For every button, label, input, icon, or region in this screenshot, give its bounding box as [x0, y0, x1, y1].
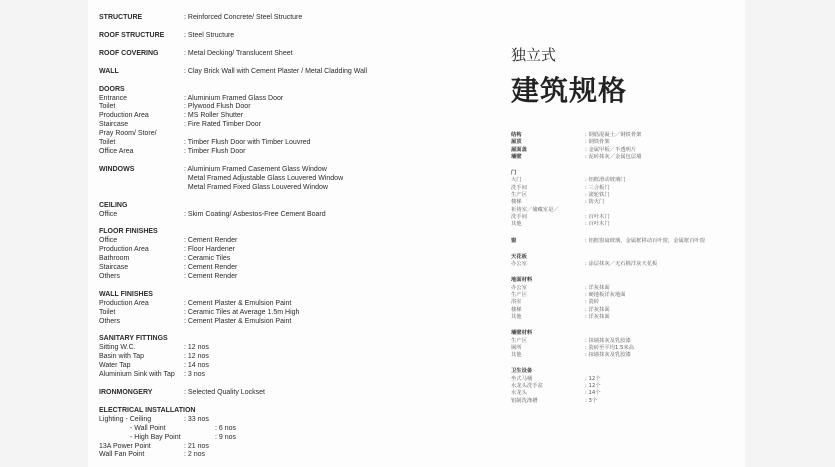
spec-row	[99, 273, 419, 282]
cn-spec-row	[511, 352, 741, 359]
spec-label: Staircase	[99, 264, 129, 272]
spec-value: : Aluminium Framed Glass Door	[184, 94, 284, 102]
cn-spec-section	[511, 238, 741, 245]
cn-spec-section	[511, 170, 741, 228]
spec-row	[99, 121, 419, 130]
cn-spec-value: : 洋灰抹面	[585, 313, 610, 320]
spec-label: Toilet	[99, 308, 116, 316]
spec-row	[99, 184, 419, 193]
spec-row	[99, 139, 419, 148]
section-heading: DOORS	[99, 85, 125, 93]
spec-row	[99, 353, 419, 362]
spec-value: Metal Framed Adjustable Glass Louvered Window	[184, 174, 344, 182]
spec-label: Wall Fan Point	[99, 451, 145, 459]
cn-spec-value: : 硬地板洋灰地面	[585, 292, 626, 299]
spec-row	[99, 264, 419, 273]
cn-section-heading: 天花板	[511, 253, 527, 260]
cn-spec-row	[511, 139, 741, 146]
spec-label: Aluminium Sink with Tap	[99, 371, 175, 379]
spec-row	[99, 112, 419, 121]
spec-value: : Timber Flush Door	[184, 147, 246, 155]
spec-value: : 12 nos	[184, 344, 209, 352]
cn-spec-label: 屋顶	[511, 139, 522, 146]
spec-row	[99, 425, 419, 434]
spec-label: Office	[99, 210, 118, 218]
cn-spec-label: 洗手间	[511, 184, 527, 191]
cn-spec-label: 屋面盖	[511, 146, 527, 153]
cn-spec-section	[511, 277, 741, 321]
spec-page	[88, 0, 745, 467]
cn-spec-label: 其他	[511, 313, 522, 320]
cn-spec-value: : 铝框窗扇玻璃，金属框移动百叶窗，金属框百叶窗	[585, 237, 706, 244]
cn-spec-row	[511, 132, 741, 139]
spec-row	[99, 211, 419, 220]
cn-spec-value: : 百叶木门	[585, 221, 610, 228]
chinese-header	[511, 44, 741, 109]
section-heading: ELECTRICAL INSTALLATION	[99, 406, 196, 414]
section-heading: STRUCTURE	[99, 14, 143, 21]
cn-spec-value: : 钢铁骨架	[585, 139, 610, 146]
cn-spec-row	[511, 285, 741, 292]
cn-spec-row	[511, 238, 741, 245]
spec-label: Lighting - Ceiling	[99, 415, 152, 423]
spec-label: - High Bay Point	[130, 433, 181, 441]
spec-row	[99, 344, 419, 353]
spec-row	[99, 451, 419, 460]
cn-spec-section	[511, 368, 741, 404]
cn-spec-label: 祈祷室／储藏室是／	[511, 206, 559, 213]
spec-value: : Cement Render	[184, 272, 238, 280]
spec-value: : 9 nos	[215, 433, 237, 441]
cn-spec-value: : 瓷砖	[585, 299, 600, 306]
cn-spec-value: : 14个	[585, 390, 601, 397]
cn-spec-label: 铝制洗涤槽	[511, 397, 538, 404]
spec-label: Sitting W.C.	[99, 344, 136, 352]
spec-row	[99, 95, 419, 104]
spec-label: Water Tap	[99, 362, 131, 370]
cn-spec-row	[511, 207, 741, 214]
spec-section	[99, 32, 419, 41]
cn-spec-row	[511, 376, 741, 383]
spec-label: Production Area	[99, 112, 149, 120]
section-heading: ROOF STRUCTURE	[99, 31, 165, 39]
spec-row	[99, 32, 419, 41]
cn-spec-value: : 涂层抹灰／无石棉洋灰天花板	[585, 261, 658, 268]
cn-spec-value: : 钢筋混凝土／钢铁骨架	[585, 132, 642, 138]
section-heading: SANITARY FITTINGS	[99, 335, 168, 343]
spec-section	[99, 291, 419, 327]
english-spec-list	[99, 14, 419, 467]
spec-section	[99, 14, 419, 23]
spec-value: : Cement Render	[184, 264, 238, 272]
spec-row	[99, 175, 419, 184]
cn-spec-value: : 洋灰抹面	[585, 284, 610, 291]
cn-spec-label: 结构	[511, 132, 522, 138]
spec-value	[184, 130, 419, 139]
cn-spec-row	[511, 199, 741, 206]
chinese-title: 建筑规格	[511, 74, 628, 107]
spec-row	[99, 50, 419, 59]
cn-spec-value: : 瓷砖至平均1.5米高	[585, 344, 634, 351]
cn-spec-value: : 铝框滑动玻璃门	[585, 177, 626, 184]
cn-spec-row	[511, 314, 741, 321]
spec-value: Metal Framed Fixed Glass Louvered Window	[184, 183, 328, 191]
cn-spec-row	[511, 154, 741, 161]
chinese-subtitle: 独立式	[511, 46, 557, 64]
cn-spec-value: : 12个	[585, 375, 601, 382]
spec-label: Basin with Tap	[99, 353, 145, 361]
spec-label: Office Area	[99, 147, 134, 155]
cn-spec-value	[585, 207, 741, 214]
cn-spec-label: 大门	[511, 177, 522, 184]
spec-label: Toilet	[99, 139, 116, 147]
cn-spec-row	[511, 398, 741, 405]
spec-label: - Wall Point	[130, 424, 166, 432]
section-heading: IRONMONGERY	[99, 389, 153, 396]
spec-value: : Steel Structure	[184, 31, 235, 39]
spec-section	[99, 202, 419, 220]
spec-row	[99, 166, 419, 175]
section-heading: WALL FINISHES	[99, 290, 153, 298]
spec-section	[99, 166, 419, 193]
spec-label: Staircase	[99, 121, 129, 129]
spec-row	[99, 130, 419, 139]
spec-value: : Cement Plaster & Emulsion Paint	[184, 299, 292, 307]
cn-spec-label: 办公室	[511, 284, 527, 291]
spec-section	[99, 228, 419, 281]
section-heading: FLOOR FINISHES	[99, 228, 158, 236]
spec-row	[99, 318, 419, 327]
cn-spec-value: : 防火门	[585, 199, 605, 206]
spec-row	[99, 103, 419, 112]
cn-section-heading: 墙壁材料	[511, 330, 533, 337]
spec-value: : Reinforced Concrete/ Steel Structure	[184, 14, 303, 21]
spec-section	[99, 50, 419, 59]
cn-spec-value: : 12个	[585, 383, 601, 390]
cn-spec-label: 厕所	[511, 344, 522, 351]
spec-value: : Selected Quality Lockset	[184, 389, 265, 396]
spec-row	[99, 68, 419, 77]
cn-spec-value: : 三合板门	[585, 184, 610, 191]
cn-spec-label: 生产区	[511, 337, 527, 344]
spec-value: : 33 nos	[184, 415, 209, 423]
cn-spec-row	[511, 307, 741, 314]
cn-section-heading: 门	[511, 170, 517, 177]
spec-value: : Skim Coating/ Asbestos-Free Cement Board	[184, 210, 326, 218]
spec-value: : Cement Render	[184, 237, 238, 245]
cn-spec-value: : 泥砖抹灰／金属包层墙	[585, 153, 642, 160]
cn-spec-row	[511, 338, 741, 345]
spec-label: Entrance	[99, 94, 128, 102]
cn-spec-row	[511, 292, 741, 299]
cn-spec-section	[511, 254, 741, 269]
cn-spec-label: 墙壁	[511, 153, 522, 160]
cn-spec-value: : 洋灰抹面	[585, 306, 610, 313]
spec-row	[99, 434, 419, 443]
spec-label: Office	[99, 237, 118, 245]
spec-value: : Metal Decking/ Translucent Sheet	[184, 49, 293, 57]
spec-row	[99, 309, 419, 318]
cn-spec-row	[511, 261, 741, 268]
cn-spec-label: 坐式马桶	[511, 375, 533, 382]
cn-section-heading: 卫生设备	[511, 368, 533, 375]
cn-spec-label: 水龙头	[511, 390, 527, 397]
section-heading: CEILING	[99, 201, 128, 209]
cn-spec-value: : 滚轮铁门	[585, 192, 610, 199]
spec-value: : Clay Brick Wall with Cement Plaster / Metal Cladding Wall	[184, 67, 368, 75]
cn-spec-row	[511, 147, 741, 154]
cn-spec-label: 生产区	[511, 192, 527, 199]
cn-spec-label: 生产区	[511, 292, 527, 299]
spec-value: : Aluminium Framed Casement Glass Window	[184, 165, 327, 173]
spec-row	[99, 246, 419, 255]
spec-label: Others	[99, 272, 121, 280]
spec-label: Others	[99, 317, 121, 325]
spec-value: : 6 nos	[215, 424, 237, 432]
cn-spec-row	[511, 221, 741, 228]
cn-spec-row	[511, 214, 741, 221]
spec-row	[99, 389, 419, 398]
cn-spec-label: 其他	[511, 352, 522, 359]
spec-row	[99, 14, 419, 23]
spec-value: : 3 nos	[184, 371, 206, 379]
cn-spec-label: 窗	[511, 237, 517, 244]
spec-value: : Timber Flush Door with Timber Louvred	[184, 139, 311, 147]
section-heading: WALL	[99, 67, 119, 75]
spec-label: Production Area	[99, 246, 149, 254]
spec-section	[99, 86, 419, 157]
spec-row	[99, 300, 419, 309]
spec-section	[99, 389, 419, 398]
cn-spec-section	[511, 330, 741, 359]
spec-value: : Cement Plaster & Emulsion Paint	[184, 317, 292, 325]
spec-value: : Plywood Flush Door	[184, 103, 251, 111]
spec-row	[99, 255, 419, 264]
cn-spec-value: : 抹墙抹灰及乳胶漆	[585, 352, 631, 359]
spec-row	[99, 237, 419, 246]
spec-label: Production Area	[99, 299, 149, 307]
spec-label: Pray Room/ Store/	[99, 130, 157, 138]
cn-spec-value: : 3个	[585, 397, 598, 404]
cn-spec-row	[511, 390, 741, 397]
cn-spec-row	[511, 185, 741, 192]
cn-spec-row	[511, 383, 741, 390]
spec-value: : MS Roller Shutter	[184, 112, 244, 120]
chinese-spec-list	[511, 132, 741, 414]
cn-section-heading: 地面材料	[511, 277, 533, 284]
spec-value: : Floor Hardener	[184, 246, 235, 254]
section-heading: ROOF COVERING	[99, 49, 159, 57]
spec-section	[99, 68, 419, 77]
spacer	[99, 175, 184, 184]
spec-value: : 12 nos	[184, 353, 209, 361]
spec-value: : Ceramic Tiles	[184, 255, 231, 263]
cn-spec-value: : 抹墙抹灰及乳胶漆	[585, 337, 631, 344]
spec-row	[99, 362, 419, 371]
spec-label: Bathroom	[99, 255, 130, 263]
cn-spec-section	[511, 132, 741, 161]
cn-spec-label: 楼梯	[511, 199, 522, 206]
spec-label: Toilet	[99, 103, 116, 111]
cn-spec-row	[511, 192, 741, 199]
spec-row	[99, 148, 419, 157]
spec-value: : Ceramic Tiles at Average 1.5m High	[184, 308, 300, 316]
spec-value: : 14 nos	[184, 362, 209, 370]
spec-value: : 2 nos	[184, 451, 206, 459]
spacer	[99, 184, 184, 193]
cn-spec-label: 洗手间	[511, 213, 527, 220]
cn-spec-label: 浴室	[511, 299, 522, 306]
section-heading: WINDOWS	[99, 165, 135, 173]
cn-spec-label: 其他	[511, 221, 522, 228]
spec-row	[99, 443, 419, 452]
cn-spec-label: 办公室	[511, 261, 527, 268]
spec-section	[99, 335, 419, 380]
cn-spec-label: 楼梯	[511, 306, 522, 313]
spec-label: 13A Power Point	[99, 442, 151, 450]
spec-section	[99, 407, 419, 460]
cn-spec-row	[511, 177, 741, 184]
cn-spec-row	[511, 299, 741, 306]
cn-spec-label: 水龙头洗手盆	[511, 383, 543, 390]
cn-spec-value: : 百叶木门	[585, 213, 610, 220]
spec-row	[99, 371, 419, 380]
cn-spec-value: : 金属甲板／半透明片	[585, 146, 637, 153]
spec-row	[99, 416, 419, 425]
spec-value: : Fire Rated Timber Door	[184, 121, 262, 129]
spec-value: : 21 nos	[184, 442, 209, 450]
